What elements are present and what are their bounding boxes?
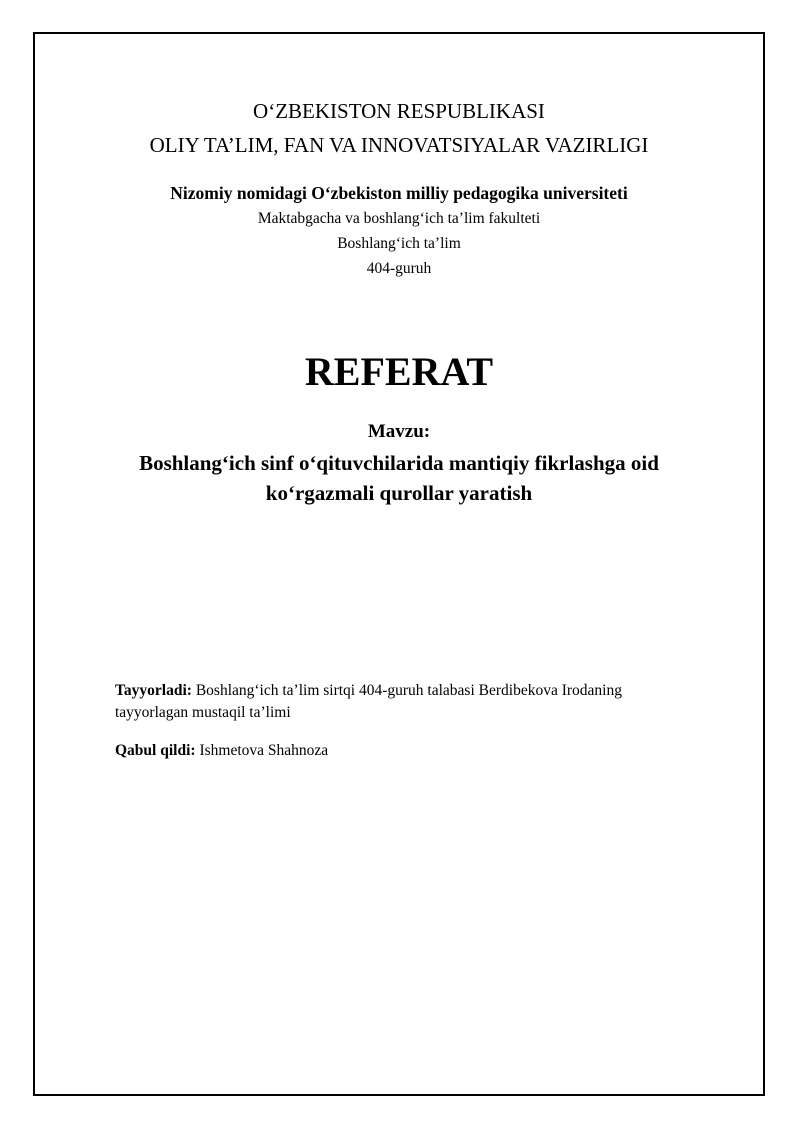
accepted-by-label: Qabul qildi: xyxy=(115,742,196,759)
faculty-name: Maktabgacha va boshlang‘ich ta’lim fakulteti xyxy=(257,210,541,227)
prepared-by-label: Tayyorladi: xyxy=(115,682,192,699)
accepted-by-name: Ishmetova Shahnoza xyxy=(195,742,329,759)
department-name: Boshlang‘ich ta’lim xyxy=(337,235,461,252)
prepared-by-block xyxy=(115,680,745,724)
university-name: Nizomiy nomidagi O‘zbekiston milliy pedagogika universiteti xyxy=(170,183,628,203)
ministry-country: O‘ZBEKISTON RESPUBLIKASI xyxy=(253,99,545,123)
topic-line-1: Boshlang‘ich sinf o‘qituvchilarida mantiqiy fikrlashga oid xyxy=(139,451,659,475)
topic-line-2: ko‘rgazmali qurollar yaratish xyxy=(265,481,533,505)
group-number: 404-guruh xyxy=(366,260,432,277)
prepared-by-text-1: Boshlang‘ich ta’lim sirtqi 404-guruh talabasi Berdibekova Irodaning xyxy=(191,682,622,699)
prepared-by-text-2: tayyorlagan mustaqil ta’limi xyxy=(115,704,291,721)
accepted-by-block xyxy=(115,740,745,762)
topic-label: Mavzu: xyxy=(367,421,431,442)
ministry-name: OLIY TA’LIM, FAN VA INNOVATSIYALAR VAZIRLIGI xyxy=(149,133,649,157)
document-type-title: REFERAT xyxy=(304,349,494,394)
